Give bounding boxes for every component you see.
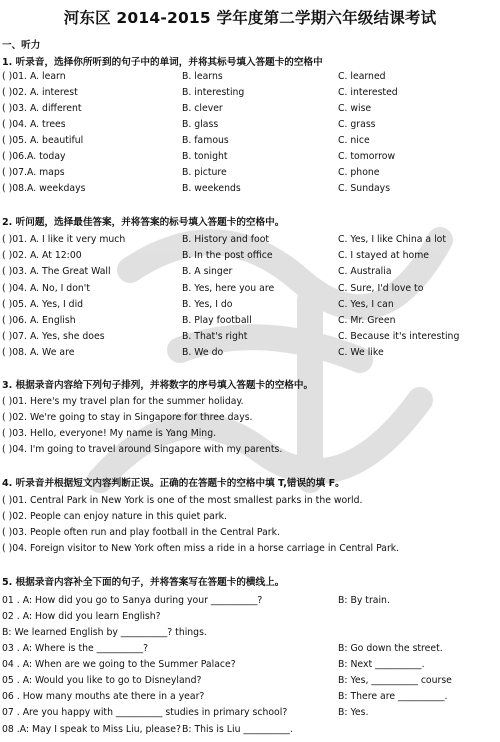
q1-row-a: ( )05. A. beautiful — [2, 135, 84, 146]
q2-row-a: ( )03. A. The Great Wall — [2, 266, 111, 277]
q2-instruction: 2. 听问题，选择最佳答案，并将答案的标号填入答题卡的空格中。 — [2, 217, 285, 228]
q1-row-c: C. tomorrow — [338, 151, 396, 162]
q2-row-a: ( )04. A. No, I don't — [2, 283, 90, 294]
q2-row-c: C. I stayed at home — [338, 250, 430, 261]
q3-row: ( )02. We're going to stay in Singapore for three days. — [2, 412, 253, 423]
q1-row-b: B. weekends — [182, 183, 241, 194]
q5-row-c: B: By train. — [338, 595, 390, 606]
exam-title: 河东区 2014-2015 学年度第二学期六年级结课考试 — [63, 9, 437, 27]
q4-row: ( )01. Central Park in New York is one of the most smallest parks in the world. — [2, 495, 363, 506]
q1-row-b: B. glass — [182, 119, 219, 130]
q4-row: ( )03. People often run and play football in the Central Park. — [2, 527, 280, 538]
q2-row-a: ( )05. A. Yes, I did — [2, 299, 84, 310]
q5-row-a: 06 . How many mouths ate there in a year? — [2, 691, 205, 702]
q5-row-a: 03 . A: Where is the __________? — [2, 643, 149, 654]
q3-row: ( )04. I'm going to travel around Singapore with my parents. — [2, 444, 283, 455]
q1-row-a: ( )01. A. learn — [2, 71, 66, 82]
q2-row-c: C. Mr. Green — [338, 315, 396, 326]
q2-row-b: B. That's right — [182, 331, 248, 342]
q1-instruction: 1. 听录音，选择你所听到的句子中的单词，并将其标号填入答题卡的空格中 — [2, 57, 323, 68]
q1-row-c: C. interested — [338, 87, 398, 98]
q2-row-a: ( )07. A. Yes, she does — [2, 331, 105, 342]
q2-row-a: ( )06. A. English — [2, 315, 76, 326]
q5-row-c: B: Go down the street. — [338, 643, 443, 654]
q2-row-b: B. Play football — [182, 315, 252, 326]
q3-row: ( )01. Here's my travel plan for the summer holiday. — [2, 396, 244, 407]
q1-row-a: ( )08.A. weekdays — [2, 183, 86, 194]
q1-row-a: ( )02. A. interest — [2, 87, 78, 98]
q1-row-b: B. clever — [182, 103, 223, 114]
q2-row-a: ( )02. A. At 12:00 — [2, 250, 82, 261]
q5-row-a: 07 . Are you happy with __________ studies in primary school? — [2, 707, 288, 718]
q5-instruction: 5. 根据录音内容补全下面的句子，并将答案写在答题卡的横线上。 — [2, 577, 285, 588]
q2-row-c: C. Sure, I'd love to — [338, 283, 424, 294]
q1-row-c: C. nice — [338, 135, 370, 146]
q2-row-b: B. A singer — [182, 266, 233, 277]
q5-row-b: B: This is Liu __________. — [182, 724, 293, 735]
q2-row-b: B. History and foot — [182, 234, 270, 245]
q1-row-b: B. interesting — [182, 87, 245, 98]
q2-row-a: ( )01. A. I like it very much — [2, 234, 126, 245]
q1-row-b: B. tonight — [182, 151, 228, 162]
q1-row-a: ( )04. A. trees — [2, 119, 66, 130]
section-listening-heading: 一、听力 — [2, 40, 41, 51]
q5-row-a: 08 .A: May I speak to Miss Liu, please? — [2, 724, 181, 735]
q1-row-c: C. grass — [338, 119, 376, 130]
q1-row-c: C. wise — [338, 103, 372, 114]
q2-row-c: C. Australia — [338, 266, 392, 277]
q3-instruction: 3. 根据录音内容给下列句子排列，并将数字的序号填入答题卡的空格中。 — [2, 380, 314, 391]
q3-row: ( )03. Hello, everyone! My name is Yang Ming. — [2, 428, 217, 439]
q4-row: ( )02. People can enjoy nature in this quiet park. — [2, 511, 228, 522]
q1-row-a: ( )06.A. today — [2, 151, 66, 162]
q1-row-c: C. phone — [338, 167, 380, 178]
q1-row-c: C. learned — [338, 71, 386, 82]
q5-row-a: B: We learned English by __________? things. — [2, 627, 207, 638]
q5-row-c: B: There are __________. — [338, 691, 448, 702]
q5-row-a: 05 . A: Would you like to go to Disneyland? — [2, 675, 202, 686]
q2-row-b: B. We do — [182, 347, 224, 358]
q1-row-b: B. picture — [182, 167, 227, 178]
q2-row-b: B. Yes, here you are — [182, 283, 275, 294]
q1-row-c: C. Sundays — [338, 183, 391, 194]
q2-row-c: C. Because it's interesting — [338, 331, 460, 342]
q1-row-b: B. learns — [182, 71, 223, 82]
q1-row-a: ( )07.A. maps — [2, 167, 65, 178]
q5-row-c: B: Next __________. — [338, 659, 425, 670]
q2-row-c: C. Yes, I like China a lot — [338, 234, 446, 245]
q2-row-a: ( )08. A. We are — [2, 347, 75, 358]
q5-row-a: 01 . A: How did you go to Sanya during your __________? — [2, 595, 263, 606]
q2-row-b: B. In the post office — [182, 250, 273, 261]
q1-row-a: ( )03. A. different — [2, 103, 82, 114]
q2-row-c: C. We like — [338, 347, 384, 358]
q5-row-c: B: Yes, __________ course — [338, 675, 452, 686]
q5-row-a: 04 . A: When are we going to the Summer Palace? — [2, 659, 236, 670]
q4-instruction: 4. 听录音并根据短文内容判断正误。正确的在答题卡的空格中填 T,错误的填 F。 — [2, 478, 345, 489]
q5-row-a: 02 . A: How did you learn English? — [2, 611, 161, 622]
q4-row: ( )04. Foreign visitor to New York often miss a ride in a horse carriage in Central Park. — [2, 543, 400, 554]
q5-row-c: B: Yes. — [338, 707, 369, 718]
q2-row-b: B. Yes, I do — [182, 299, 233, 310]
q2-row-c: C. Yes, I can — [338, 299, 394, 310]
q1-row-b: B. famous — [182, 135, 229, 146]
